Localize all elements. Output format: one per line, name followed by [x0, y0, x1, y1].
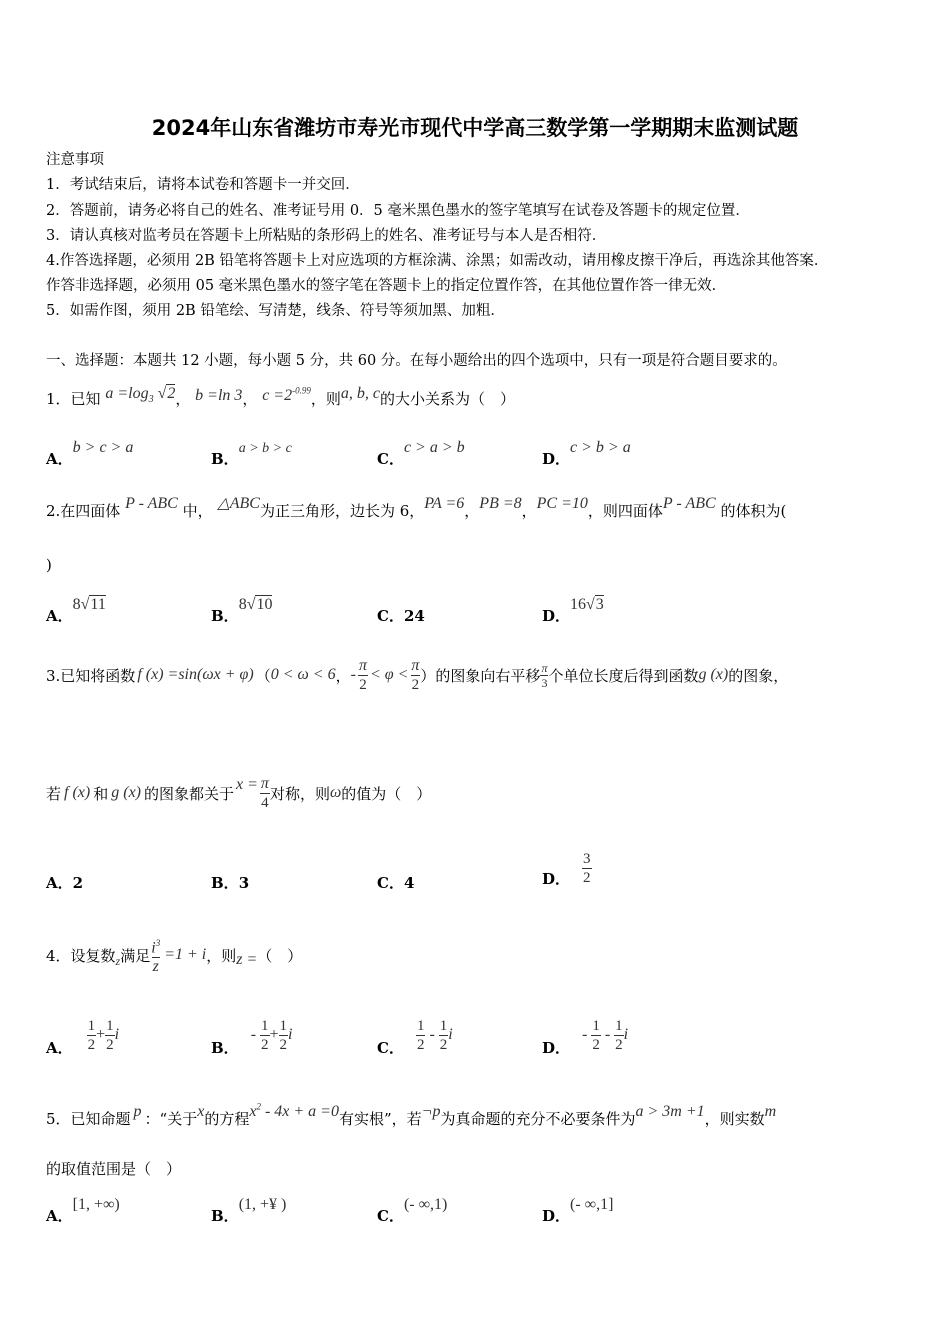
q1-a-expr: $a =\log_3$ √2 [105, 385, 176, 406]
q5-option-a[interactable]: A．[1, +∞) [46, 1196, 120, 1225]
q2-option-d[interactable]: D．16√3 [542, 596, 604, 625]
q5-option-b[interactable]: B．(1, +¥ ) [211, 1196, 287, 1225]
q3-option-a[interactable]: A．2 [46, 874, 84, 892]
q1-b-expr: b =ln 3 [195, 387, 243, 404]
q3-neg-pi-over-2: $\frac{\pi}{2}$ [358, 656, 367, 693]
notice-item-2: 2．答题前，请务必将自己的姓名、准考证号用 0．5 毫米黑色墨水的签字笔填写在试卷及答题卡的规定位置． [46, 203, 750, 219]
q3-pi-over-3: $\frac{\pi}{3}$ [541, 660, 548, 690]
q1-option-d[interactable]: D．c > b > a [542, 439, 631, 468]
q3-pi-over-4: $\frac{\pi}{4}$ [260, 774, 269, 811]
q5-option-c[interactable]: C．(- ∞,1) [377, 1196, 448, 1225]
question-1: 1．已知 $a =\log_3$ √2， b =ln 3， $c =2^{-0.99}$，则a, b, c的大小关系为（ ） [46, 385, 515, 408]
q2-tetrahedron: P - ABC [125, 495, 178, 512]
q4-fraction: $\frac{i^3}{z}$ [151, 937, 161, 976]
q1-c-expr: $c =2^{-0.99}$ [262, 385, 311, 404]
q3-f-def: f (x) =sin(ωx + φ) [137, 666, 254, 683]
q3-option-b[interactable]: B．3 [211, 874, 250, 892]
q3-g: g (x) [698, 666, 729, 683]
q3-option-c[interactable]: C．4 [377, 874, 415, 892]
q4-option-c[interactable]: C． $\frac{1}{2}$ - $\frac{1}{2}$ i [377, 1017, 453, 1057]
q5-option-d[interactable]: D．(- ∞,1] [542, 1196, 614, 1225]
notice-item-4b: 作答非选择题，必须用 05 毫米黑色墨水的签字笔在答题卡上的指定位置作答，在其他位置作答一律无效． [46, 278, 727, 294]
question-3-line-2: 若 f (x) 和 g (x) 的图象都关于 x = $\frac{\pi}{4}$ 对称，则 ω 的值为（ ） [46, 774, 432, 811]
q1-option-c[interactable]: C．c > a > b [377, 439, 465, 468]
notice-item-4: 4.作答选择题，必须用 2B 铅笔将答题卡上对应选项的方框涂满、涂黑；如需改动，请用橡皮擦干净后，再选涂其他答案． [46, 253, 829, 269]
section-heading: 一、选择题：本题共 12 小题，每小题 5 分，共 60 分。在每小题给出的四个选项中，只有一项是符合题目要求的。 [46, 353, 787, 369]
q1-prefix: 1．已知 [46, 390, 101, 408]
q5-condition: a > 3m +1 [635, 1103, 705, 1120]
question-4: 4．设复数 z 满足 $\frac{i^3}{z}$ =1 + i ，则 z = （ ） [46, 930, 302, 980]
q3-option-d[interactable]: D． $\frac{3}{2}$ [542, 850, 591, 888]
q4-option-b[interactable]: B． - $\frac{1}{2}$ + $\frac{1}{2}$ i [211, 1017, 293, 1057]
q2-prefix: 2.在四面体 [46, 502, 121, 520]
q2-close-paren: ) [46, 556, 52, 574]
q2-tetrahedron-2: P - ABC [662, 495, 716, 512]
q1-abc: a, b, c [340, 385, 380, 402]
notice-heading: 注意事项 [46, 152, 104, 168]
q2-pc: PC =10 [536, 495, 588, 512]
q1-option-b[interactable]: B．a > b > c [211, 441, 292, 468]
q4-option-d[interactable]: D． - $\frac{1}{2}$ - $\frac{1}{2}$ i [542, 1017, 629, 1057]
q2-pb: PB =8 [479, 495, 522, 512]
question-5: 5．已知命题 p ：“关于x的方程$x^2 - 4x + a =0$有实根”，若¬p为真命题的充分不必要条件为a > 3m +1，则实数m [46, 1101, 777, 1128]
question-3: 3.已知将函数 f (x) =sin(ωx + φ) （ 0 < ω < 6 ， - $\frac{\pi}{2}$ < φ < $\frac{\pi}{2}$ ）的图象向右平移 $\frac{\pi}{3}$ 个单位长度后得到函数 g (x) 的图象， [46, 656, 789, 693]
q1-option-a[interactable]: A．b > c > a [46, 439, 134, 468]
notice-item-5: 5．如需作图，须用 2B 铅笔绘、写清楚，线条、符号等须加黑、加粗． [46, 303, 505, 319]
q2-pa: PA =6 [424, 495, 465, 512]
q2-option-c[interactable]: C．24 [377, 607, 425, 625]
q5-line-2: 的取值范围是（ ） [46, 1160, 182, 1178]
notice-item-1: 1．考试结束后，请将本试卷和答题卡一并交回． [46, 177, 360, 193]
q2-triangle: △ABC [217, 495, 260, 512]
q2-option-b[interactable]: B．8√10 [211, 596, 273, 625]
q5-equation: $x^2 - 4x + a =0$ [249, 1101, 339, 1120]
q4-option-a[interactable]: A． $\frac{1}{2}$ + $\frac{1}{2}$ i [46, 1017, 120, 1057]
q3-omega-range: 0 < ω < 6 [270, 666, 336, 683]
q2-option-a[interactable]: A．8√11 [46, 596, 106, 625]
q1-suffix: 的大小关系为（ ） [379, 390, 515, 408]
page-title: 2024年山东省潍坊市寿光市现代中学高三数学第一学期期末监测试题 [151, 116, 799, 140]
q3-pi-over-2: $\frac{\pi}{2}$ [411, 656, 420, 693]
question-2: 2.在四面体 P - ABC 中， △ABC为正三角形，边长为 6，PA =6，PB =8，PC =10，则四面体P - ABC 的体积为( [46, 495, 787, 520]
notice-item-3: 3．请认真核对监考员在答题卡上所粘贴的条形码上的姓名、准考证号与本人是否相符． [46, 228, 607, 244]
